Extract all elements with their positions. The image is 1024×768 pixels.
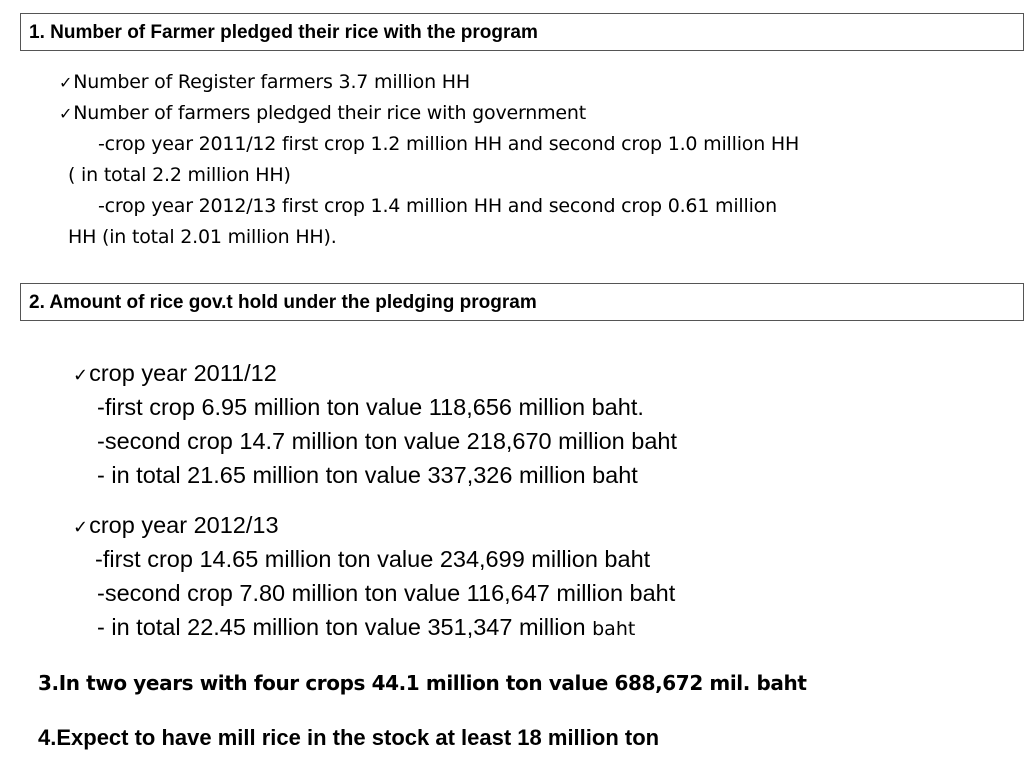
- year1-total: - in total 21.65 million ton value 337,326 million baht: [97, 462, 638, 488]
- section-2-heading: 2. Amount of rice gov.t hold under the pledging program: [29, 291, 537, 313]
- crop-2012-line-b: HH (in total 2.01 million HH).: [68, 226, 337, 248]
- year2-total-text: - in total 22.45 million ton value 351,347 million: [97, 614, 586, 640]
- section-1-heading-box: [20, 13, 1024, 51]
- year2-total: [97, 614, 635, 642]
- crop-2012-line-a: -crop year 2012/13 first crop 1.4 million HH and second crop 0.61 million: [98, 195, 777, 217]
- year2-total-unit: baht: [592, 618, 636, 640]
- crop-year-2012-text: crop year 2012/13: [89, 512, 279, 538]
- year2-second-crop: -second crop 7.80 million ton value 116,647 million baht: [97, 580, 676, 606]
- section-2-heading-box: [20, 283, 1024, 321]
- crop-year-2012-label: [73, 512, 279, 541]
- pledged-farmers-item: [59, 103, 586, 124]
- register-farmers-text: Number of Register farmers 3.7 million HH: [73, 71, 470, 93]
- crop-2011-line-b: ( in total 2.2 million HH): [68, 164, 291, 186]
- check-icon: ✓: [59, 73, 73, 92]
- check-icon: ✓: [73, 517, 89, 538]
- year1-second-crop: -second crop 14.7 million ton value 218,670 million baht: [97, 428, 678, 454]
- crop-year-2011-text: crop year 2011/12: [89, 360, 277, 386]
- summary-point-3: 3.In two years with four crops 44.1 million ton value 688,672 mil. baht: [38, 671, 807, 695]
- check-icon: ✓: [73, 365, 89, 386]
- year1-first-crop: -first crop 6.95 million ton value 118,656 million baht.: [97, 394, 644, 420]
- check-icon: ✓: [59, 104, 73, 123]
- pledged-farmers-text: Number of farmers pledged their rice with government: [73, 102, 586, 124]
- crop-year-2011-label: [73, 360, 277, 389]
- section-1-heading: 1. Number of Farmer pledged their rice with the program: [29, 21, 538, 43]
- year2-first-crop: -first crop 14.65 million ton value 234,699 million baht: [95, 546, 651, 572]
- crop-2011-line-a: -crop year 2011/12 first crop 1.2 million HH and second crop 1.0 million HH: [98, 133, 800, 155]
- summary-point-4: 4.Expect to have mill rice in the stock at least 18 million ton: [38, 725, 660, 750]
- register-farmers-item: [59, 72, 470, 93]
